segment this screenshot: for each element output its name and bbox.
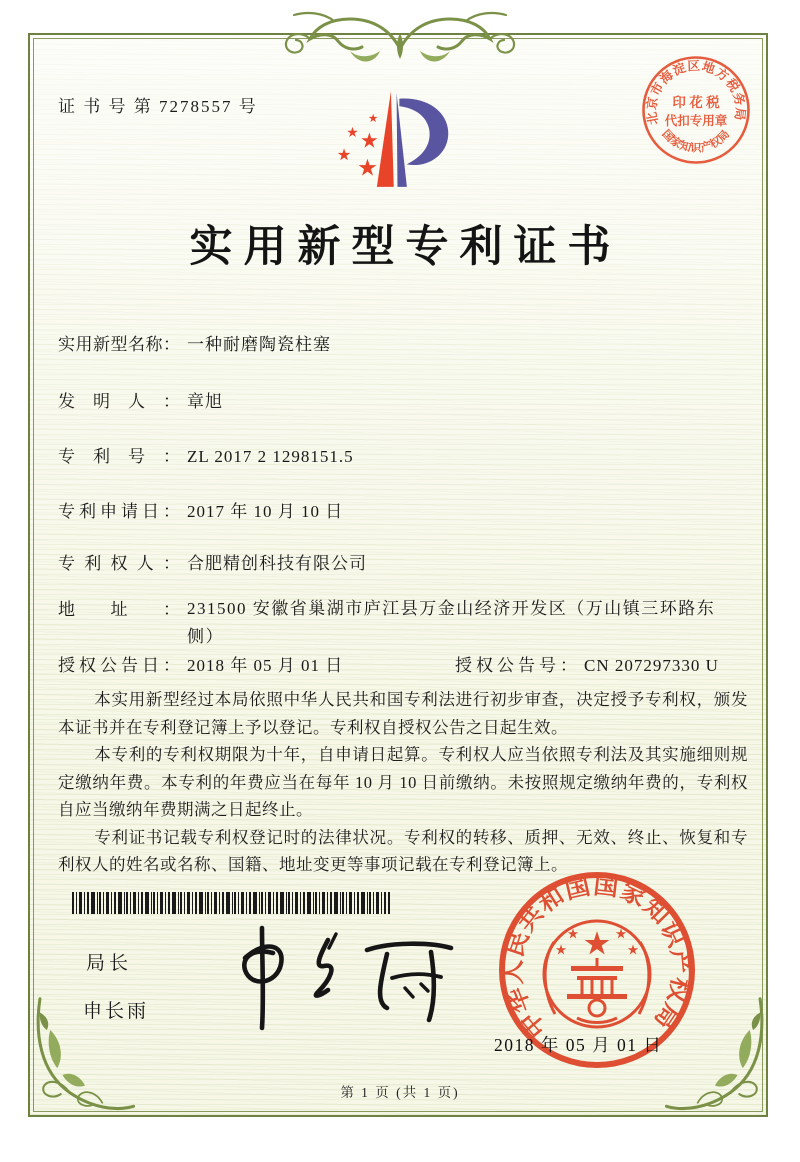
address-label: 地址： <box>58 600 180 619</box>
tax-office-stamp <box>640 54 752 166</box>
director-signature <box>195 918 465 1036</box>
legal-paragraph-2: 本专利的专利权期限为十年，自申请日起算。专利权人应当依照专利法及其实施细则规定缴纳年费。本专利的年费应当在每年 10 月 10 日前缴纳。未按照规定缴纳年费的，专利权自应当缴纳年费期满之日起终止。 <box>58 745 748 819</box>
patent-no-value: ZL 2017 2 1298151.5 <box>187 447 354 466</box>
seal-ring-text: 中华人民共和国国家知识产权局 <box>500 873 694 1042</box>
name-value: 一种耐磨陶瓷柱塞 <box>187 335 331 354</box>
inventor-label: 发明人： <box>58 392 180 411</box>
issue-date: 2018 年 05 月 01 日 <box>494 1035 663 1055</box>
tax-stamp-bottom-text: 国家知识产权局 <box>659 127 733 155</box>
field-row-patentee <box>58 549 367 574</box>
legal-paragraph-1: 本实用新型经过本局依照中华人民共和国专利法进行初步审查，决定授予专利权，颁发本证书并在专利登记簿上予以登记。专利权自授权公告之日起生效。 <box>58 690 748 737</box>
tax-stamp-center-line1: 印 花 税 <box>672 95 720 110</box>
certificate-title: 实用新型专利证书 <box>189 224 622 271</box>
cnipa-logo-icon <box>330 76 480 202</box>
page-number: 第 1 页 (共 1 页) <box>340 1085 460 1100</box>
field-row-grant <box>58 651 748 676</box>
field-row-name <box>58 330 331 355</box>
address-value: 231500 安徽省巢湖市庐江县万金山经济开发区（万山镇三环路东侧） <box>187 599 716 646</box>
field-row-patent-no <box>58 442 354 467</box>
grant-no-label: 授权公告号： <box>455 656 577 675</box>
name-label: 实用新型名称： <box>58 335 180 354</box>
director-name: 申长雨 <box>83 1001 150 1022</box>
legal-paragraph-3: 专利证书记载专利权登记时的法律状况。专利权的转移、质押、无效、终止、恢复和专利权人的姓名或名称、国籍、地址变更等事项记载在专利登记簿上。 <box>58 827 748 874</box>
field-row-address <box>58 595 727 651</box>
filing-date-value: 2017 年 10 月 10 日 <box>187 502 344 521</box>
field-row-filing-date <box>58 497 343 522</box>
filing-date-label: 专利申请日： <box>58 502 180 521</box>
grant-date-label: 授权公告日： <box>58 656 180 675</box>
tax-stamp-top-text: 北京市海淀区地方税务局 <box>644 58 748 126</box>
patentee-value: 合肥精创科技有限公司 <box>187 554 367 573</box>
certificate-number: 证 书 号 第 7278557 号 <box>58 97 258 116</box>
patent-no-label: 专利号： <box>58 447 180 466</box>
top-flourish-ornament-icon <box>268 5 532 67</box>
tax-stamp-center-line2: 代扣专用章 <box>664 114 728 128</box>
barcode <box>72 892 392 914</box>
director-title: 局长 <box>86 953 133 974</box>
patentee-label: 专利权人： <box>58 554 180 573</box>
grant-date-value: 2018 年 05 月 01 日 <box>187 656 344 675</box>
legal-text-block <box>58 686 748 879</box>
national-emblem-icon <box>544 921 650 1027</box>
inventor-value: 章旭 <box>187 392 223 411</box>
svg-text:国家知识产权局 <box>659 127 732 155</box>
grant-no-value: CN 207297330 U <box>584 656 719 675</box>
field-row-inventor <box>58 387 223 412</box>
grant-no-group <box>455 651 719 676</box>
